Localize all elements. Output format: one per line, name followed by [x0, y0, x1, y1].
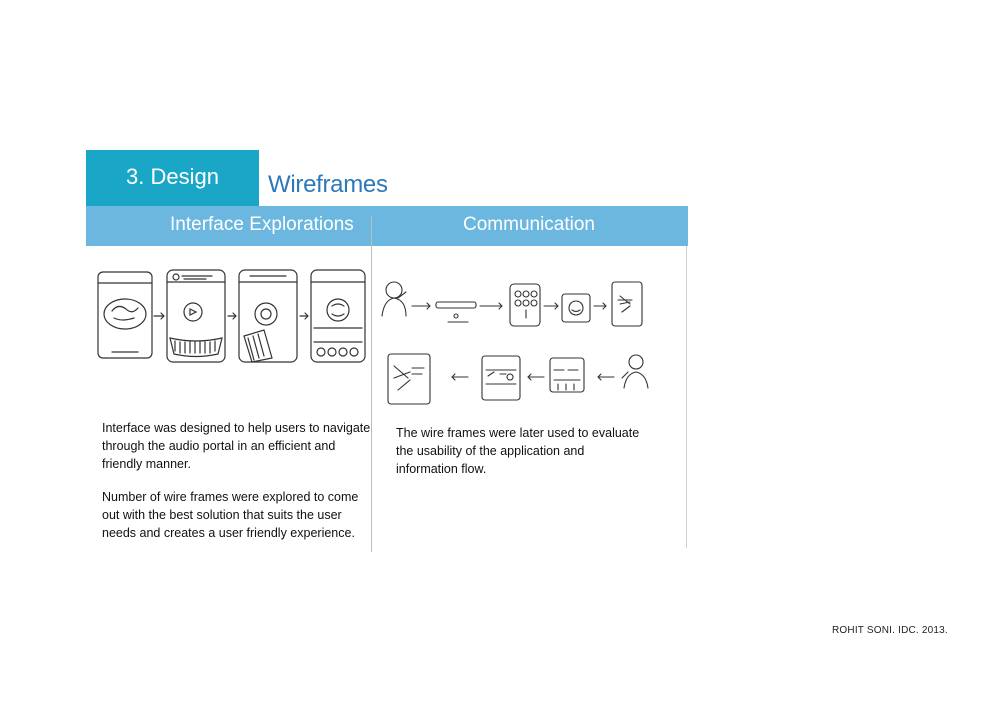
arrow-3: [300, 313, 308, 319]
final-screen-sketch: [388, 354, 430, 404]
page-title: Wireframes: [268, 171, 388, 198]
right-border: [686, 246, 687, 548]
recording-bar-sketch: [436, 302, 476, 322]
wireframe-phone-4: [311, 270, 365, 362]
arrow-1: [154, 313, 164, 319]
display-screen-sketch: [612, 282, 642, 326]
footer-credit: ROHIT SONI. IDC. 2013.: [832, 625, 948, 636]
arrow-2: [228, 313, 236, 319]
interface-paragraph-1: Interface was designed to help users to navigate through the audio portal in an efficient and friendly manner.: [102, 421, 371, 471]
wireframe-phone-1: [98, 272, 152, 358]
communication-heading: Communication: [463, 214, 595, 235]
wireframe-phone-2: [167, 270, 225, 362]
interface-wireframe-sketches: [92, 266, 372, 376]
section-label: 3. Design: [126, 163, 219, 189]
interface-paragraph-2: Number of wire frames were explored to come out with the best solution that suits the user needs and creates a user friendly experience.: [102, 490, 359, 540]
options-screen-sketch: [550, 358, 584, 392]
communication-flow-sketches: [376, 276, 682, 416]
wireframe-phone-3: [239, 270, 297, 362]
interface-explorations-heading: Interface Explorations: [170, 214, 354, 235]
section-tab: [86, 150, 259, 207]
smiley-screen-sketch: [562, 294, 590, 322]
split-screen-sketch: [482, 356, 520, 400]
communication-paragraph: The wire frames were later used to evaluate the usability of the application and information flow.: [396, 426, 640, 476]
person-reading-phone-icon: [622, 355, 648, 388]
person-with-phone-icon: [382, 282, 406, 316]
keypad-phone-sketch: [510, 284, 540, 326]
